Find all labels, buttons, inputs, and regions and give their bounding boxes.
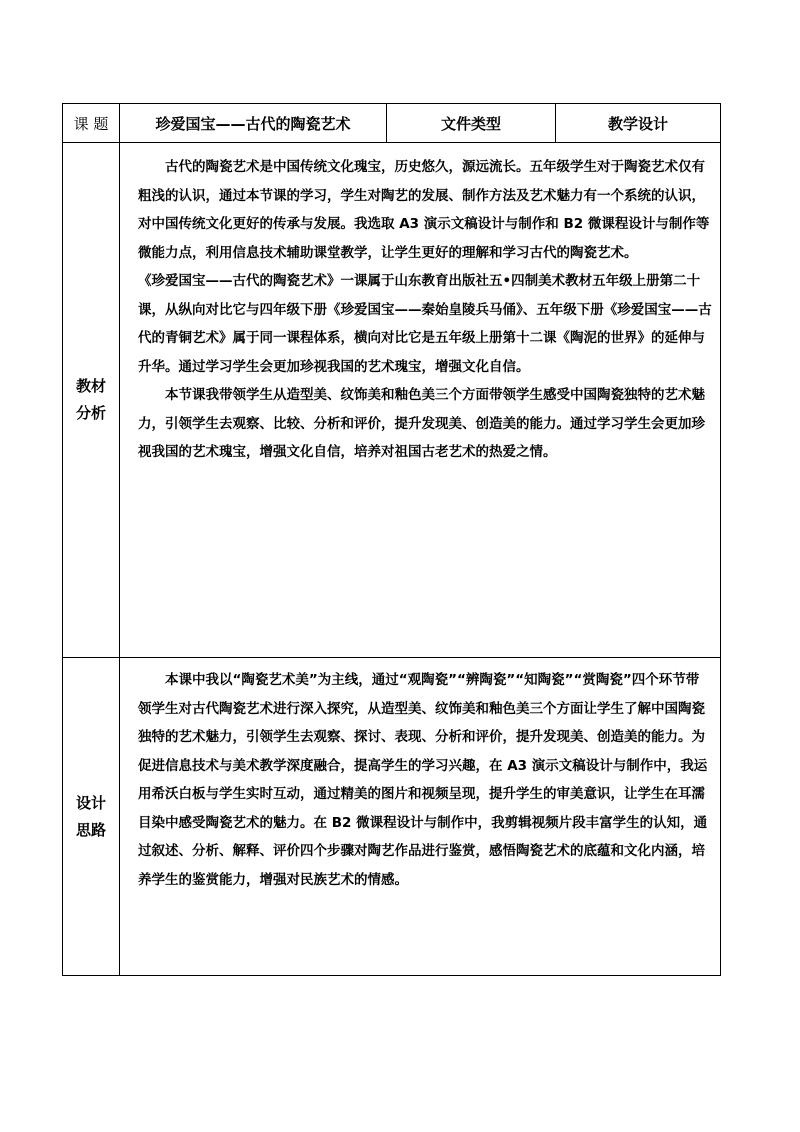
design-idea-paragraph-1: 本课中我以“陶瓷艺术美”为主线，通过“观陶瓷”“辨陶瓷”“知陶瓷”“赏陶瓷”四个环节带领学生对古代陶瓷艺术进行深入探究，从造型美、纹饰美和釉色美三个方面让学生了解中国陶瓷独特的艺术魅力，引领学生去观察、探讨、表现、分析和评价，提升发现美、创造美的能力。为促进信息技术与美术教学深度融合，提高学生的学习兴趣，在 A3 演示文稿设计与制作中，我运用希沃白板与学生实时互动，通过精美的图片和视频呈现，提升学生的审美意识，让学生在耳濡目染中感受陶瓷艺术的魅力。在 B2 微课程设计与制作中，我剪辑视频片段丰富学生的认知，通过叙述、分析、解释、评价四个步骤对陶艺作品进行鉴赏，感悟陶瓷艺术的底蕴和文化内涵，培养学生的鉴赏能力，增强对民族艺术的情感。 <box>138 672 708 888</box>
design-idea-label-line1: 设计 <box>75 793 106 812</box>
topic-title: 珍爱国宝——古代的陶瓷艺术 <box>120 104 387 143</box>
lesson-plan-table <box>62 103 721 976</box>
design-idea-label-line2: 思路 <box>75 820 106 839</box>
textbook-analysis-row <box>63 143 721 658</box>
textbook-analysis-label-line2: 分析 <box>75 404 106 422</box>
textbook-analysis-label-line1: 教材 <box>75 377 106 395</box>
header-row <box>63 104 721 143</box>
textbook-analysis-paragraph-2: 《珍爱国宝——古代的陶瓷艺术》一课属于山东教育出版社五•四制美术教材五年级上册第二十课，从纵向对比它与四年级下册《珍爱国宝——秦始皇陵兵马俑》、五年级下册《珍爱国宝——古代的青铜艺术》属于同一课程体系，横向对比它是五年级上册第十二课《陶泥的世界》的延伸与升华。通过学习学生会更加珍视我国的艺术瑰宝，增强文化自信。 <box>138 273 712 375</box>
file-type-label: 文件类型 <box>387 104 556 143</box>
textbook-analysis-paragraph-3: 本节课我带领学生从造型美、纹饰美和釉色美三个方面带领学生感受中国陶瓷独特的艺术魅力，引领学生去观察、比较、分析和评价，提升发现美、创造美的能力。通过学习学生会更加珍视我国的艺术瑰宝，增强文化自信，培养对祖国古老艺术的热爱之情。 <box>138 387 705 460</box>
design-idea-row <box>63 658 721 976</box>
textbook-analysis-label <box>63 143 120 658</box>
design-idea-content <box>120 658 721 976</box>
topic-label: 课 题 <box>63 104 120 143</box>
textbook-analysis-paragraph-1: 古代的陶瓷艺术是中国传统文化瑰宝，历史悠久，源远流长。五年级学生对于陶瓷艺术仅有粗浅的认识，通过本节课的学习，学生对陶艺的发展、制作方法及艺术魅力有一个系统的认识，对中国传统文化更好的传承与发展。我选取 A3 演示文稿设计与制作和 B2 微课程设计与制作等微能力点，利用信息技术辅助课堂教学，让学生更好的理解和学习古代的陶瓷艺术。 <box>138 159 710 261</box>
file-type-value: 教学设计 <box>556 104 721 143</box>
textbook-analysis-content <box>120 143 721 658</box>
design-idea-label <box>63 658 120 976</box>
